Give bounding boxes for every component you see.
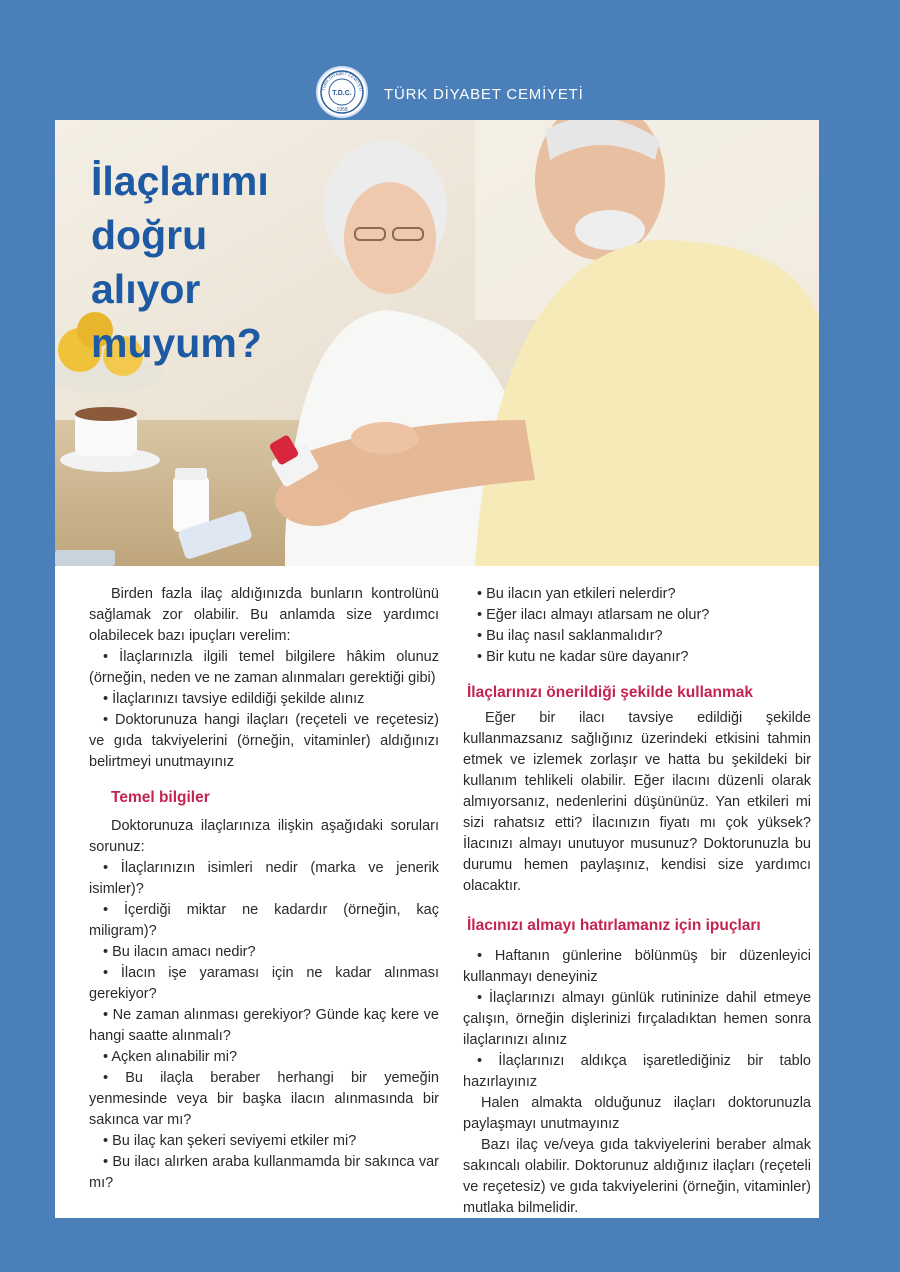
usage-paragraph: Eğer bir ilacı tavsiye edildiği şekilde kullanmazsanız sağlığınız üzerindeki etkisini tahmin etmek ve izlemek zorlaşır ve hatta bu şekildeki bir kullanım tehlikeli olabilir. Eğer ilacını düzenli olarak almıyorsanız, nedenlerini düşününüz. Yan etkileri mi sizi rahatsız etti? İlacınızın fiyatı mı çok yüksek? İlacınızı almayı unutuyor musunuz? Doktorunuzla bu durumu hemen paylaşınız, kendisi size yardımcı olacaktır. (463, 710, 811, 894)
question-item: • Bu ilaç kan şekeri seviyemi etkiler mi? (89, 1131, 439, 1152)
hero-photo (55, 120, 819, 566)
intro-paragraph: Birden fazla ilaç aldığınızda bunların kontrolünü sağlamak zor olabilir. Bu anlamda size yardımcı olabilecek bazı ipuçları verelim: (89, 586, 439, 644)
question-item: • Bu ilacın amacı nedir? (89, 942, 439, 963)
intro-list-item: • İlaçlarınızla ilgili temel bilgilere hâkim olunuz (örneğin, neden ve ne zaman alınmaları gerektiği gibi) (89, 647, 439, 689)
tdc-logo (316, 66, 368, 118)
logo-year-text: 1958 (336, 107, 348, 113)
left-column (89, 584, 439, 1194)
question-item: • Bu ilacın yan etkileri nelerdir? (463, 584, 811, 605)
question-item: • İlaçlarınızın isimleri nedir (marka ve jenerik isimler)? (89, 858, 439, 900)
tdc-seal-icon (318, 68, 366, 116)
section-heading-usage: İlaçlarınızı önerildiği şekilde kullanmak (467, 684, 753, 701)
title-line: doğru (91, 212, 208, 258)
logo-ring-text: TÜRK DİYABET CEMİYETİ (321, 70, 363, 92)
title-line: alıyor (91, 266, 201, 312)
organization-name: TÜRK DİYABET CEMİYETİ (384, 86, 584, 103)
tip-item: • Haftanın günlerine bölünmüş bir düzenleyici kullanmayı deneyiniz (463, 946, 811, 988)
section-heading-tips: İlacınızı almayı hatırlamanız için ipuçları (467, 917, 761, 934)
header (0, 0, 900, 120)
right-column (463, 584, 811, 1219)
article-page (55, 120, 819, 1218)
intro-list-item: • Doktorunuza hangi ilaçları (reçeteli ve reçetesiz) ve gıda takviyelerini (örneğin, vitaminler) aldığınızı belirtmeyi unutmayınız (89, 710, 439, 773)
question-item: • İlacın işe yaraması için ne kadar alınması gerekiyor? (89, 963, 439, 1005)
question-item: • Ne zaman alınması gerekiyor? Günde kaç kere ve hangi saatte alınmalı? (89, 1005, 439, 1047)
question-item: • Bu ilaçla beraber herhangi bir yemeğin yenmesinde veya bir başka ilacın alınmasında bir sakınca var mı? (89, 1068, 439, 1131)
tip-item: • İlaçlarınızı aldıkça işaretlediğiniz bir tablo hazırlayınız (463, 1051, 811, 1093)
tip-item: • İlaçlarınızı almayı günlük rutininize dahil etmeye çalışın, örneğin dişlerinizi fırçaladıktan hemen sonra ilaçlarınızı alınız (463, 988, 811, 1051)
closing-paragraph: Bazı ilaç ve/veya gıda takviyelerini beraber almak sakıncalı olabilir. Doktorunuz aldığınız ilaçları (reçeteli ve reçetesiz) ve gıda takviyelerini (örneğin, vitaminler) mutlaka bilmelidir. (463, 1137, 811, 1216)
question-item: • Bir kutu ne kadar süre dayanır? (463, 647, 811, 668)
page-title (91, 154, 391, 370)
question-item: • Eğer ilacı almayı atlarsam ne olur? (463, 605, 811, 626)
title-line: İlaçlarımı (91, 158, 269, 204)
basics-intro: Doktorunuza ilaçlarınıza ilişkin aşağıdaki soruları sorunuz: (89, 818, 439, 855)
question-item: • İçerdiği miktar ne kadardır (örneğin, kaç miligram)? (89, 900, 439, 942)
question-item: • Açken alınabilir mi? (89, 1047, 439, 1068)
question-item: • Bu ilacı alırken araba kullanmamda bir sakınca var mı? (89, 1152, 439, 1194)
logo-center-text: T.D.C. (332, 90, 352, 97)
title-line: muyum? (91, 320, 262, 366)
question-item: • Bu ilaç nasıl saklanmalıdır? (463, 626, 811, 647)
closing-paragraph: Halen almakta olduğunuz ilaçları doktorunuzla paylaşmayı unutmayınız (463, 1095, 811, 1132)
intro-list-item: • İlaçlarınızı tavsiye edildiği şekilde alınız (89, 689, 439, 710)
section-heading-basics: Temel bilgiler (111, 789, 210, 806)
